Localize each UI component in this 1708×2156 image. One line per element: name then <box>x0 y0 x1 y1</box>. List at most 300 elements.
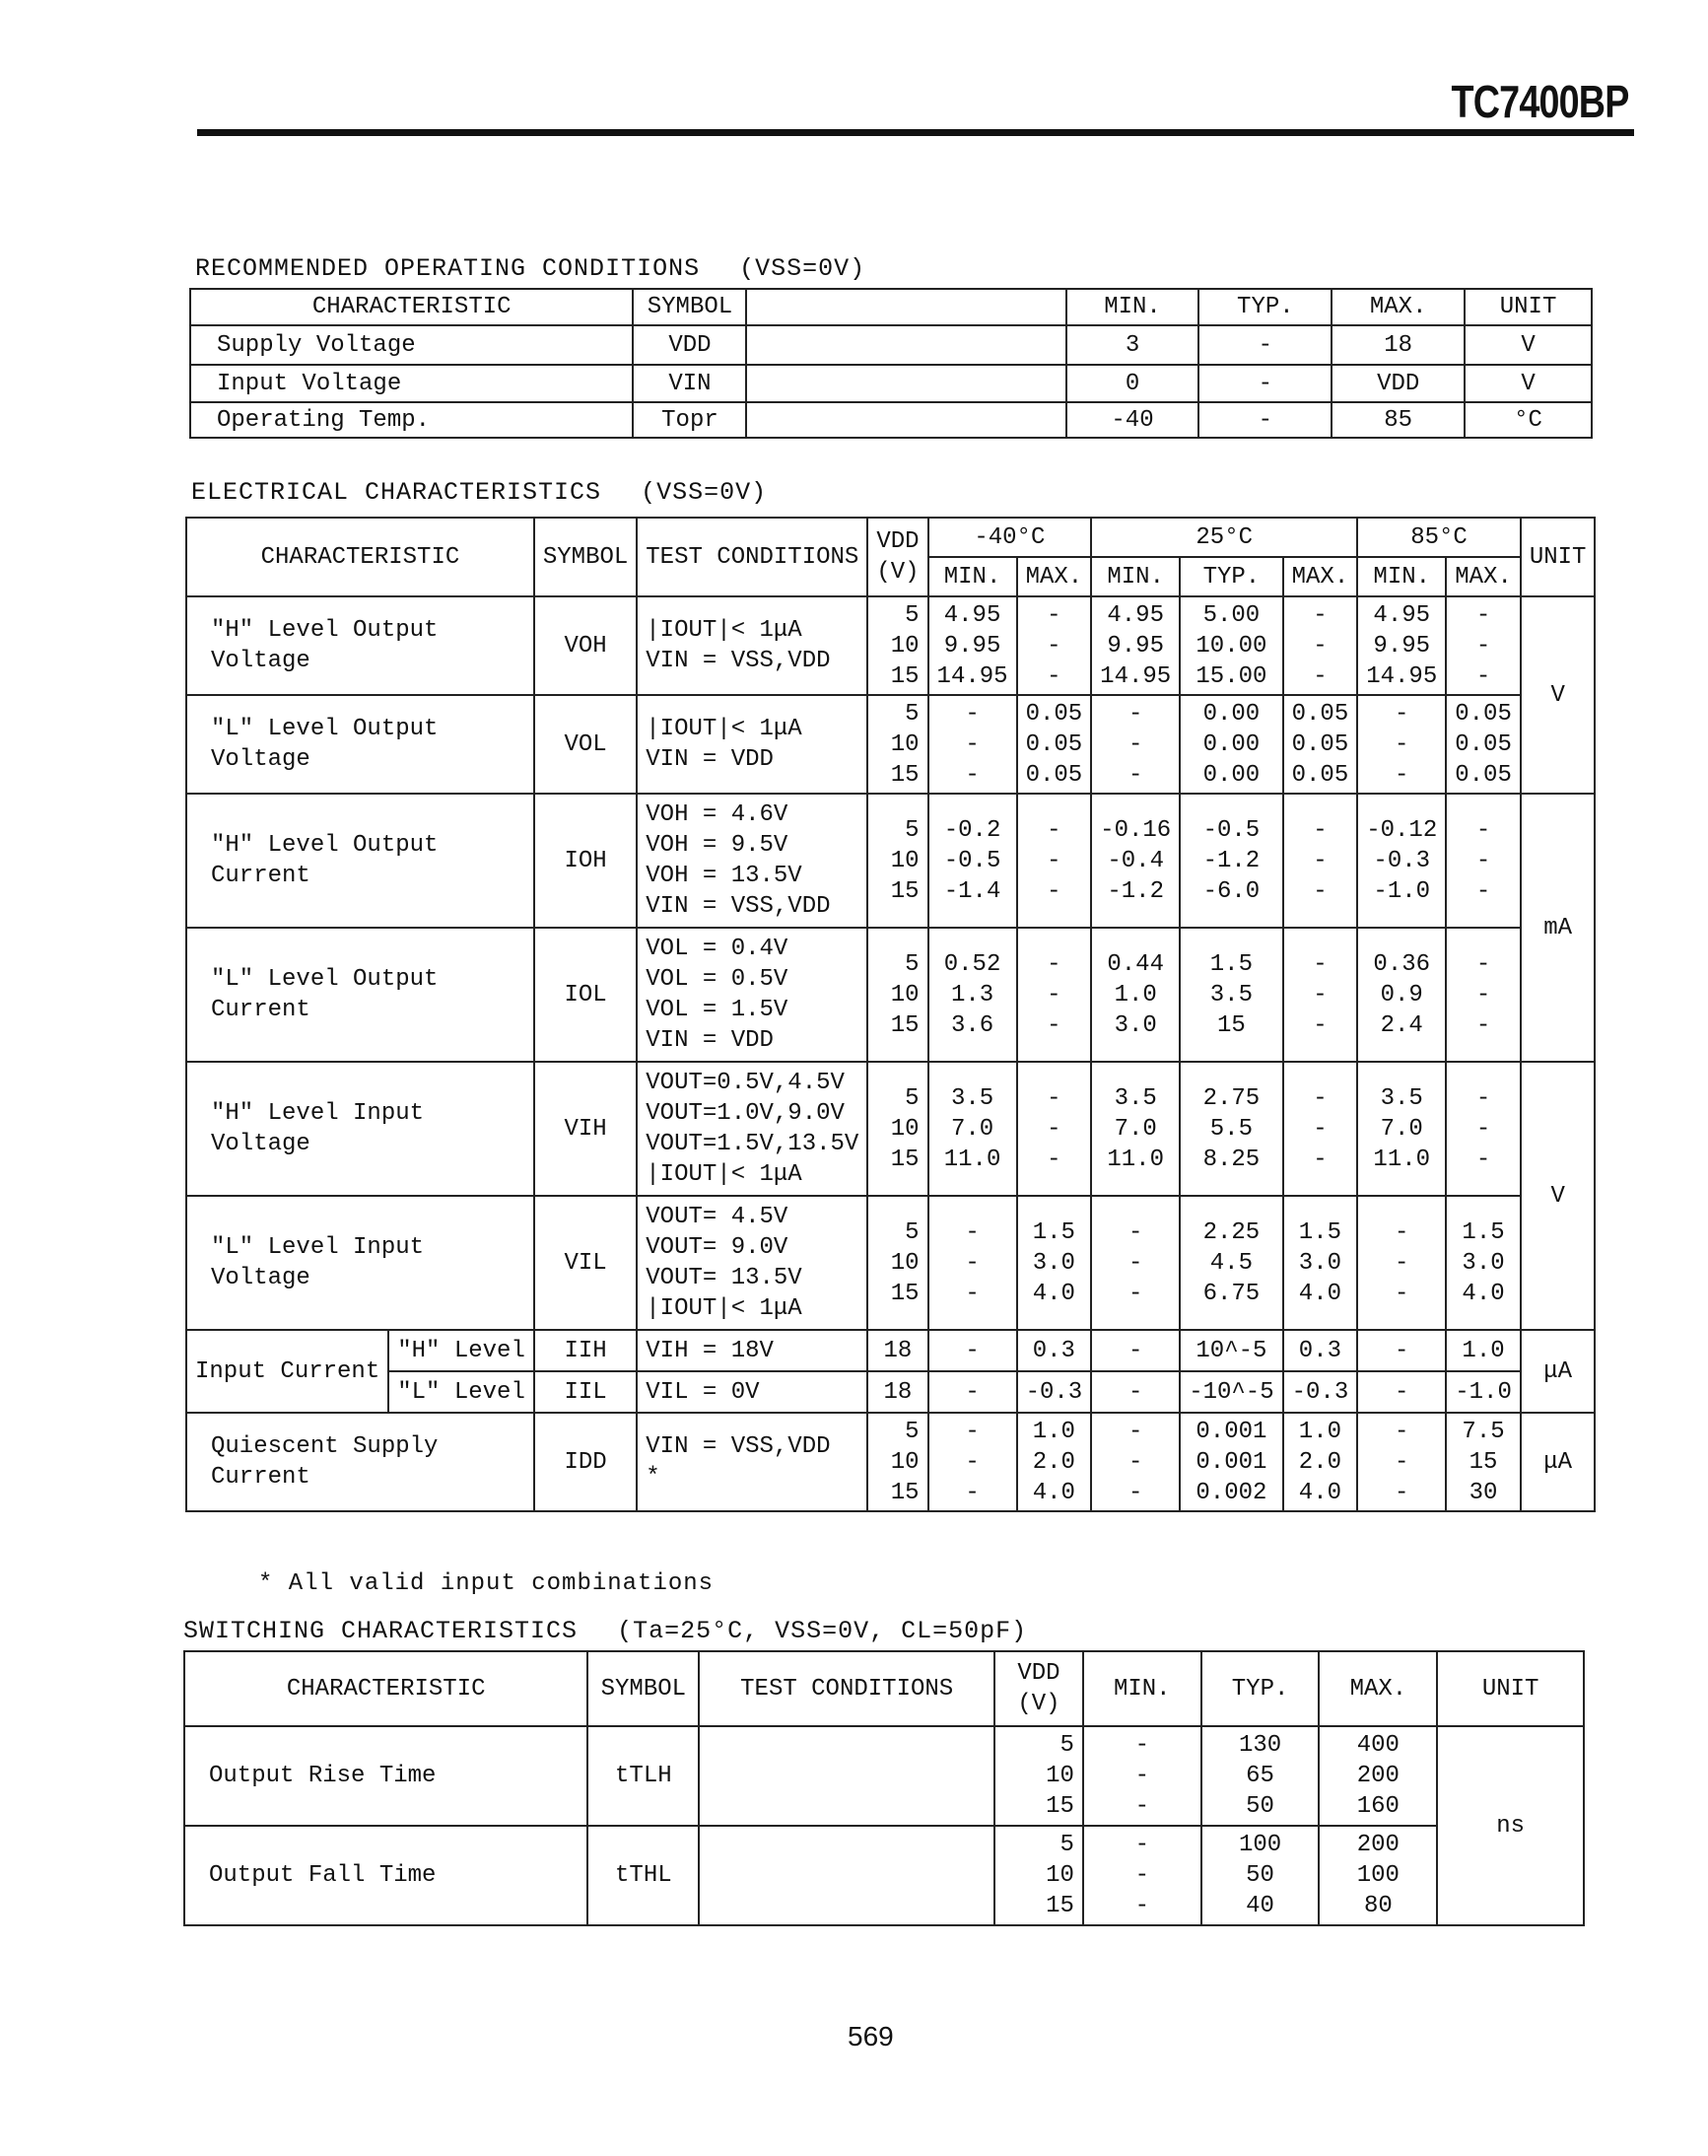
ec-vdd <box>867 1196 927 1330</box>
ec-t85max <box>1446 794 1521 928</box>
ec-m40max: 0.3 <box>1017 1330 1092 1371</box>
ec-t25min <box>1091 794 1180 928</box>
ec-vdd-value: 15 <box>890 1280 920 1307</box>
recommended-table <box>189 288 1593 439</box>
ec-t25typ-value: 2.75 <box>1202 1084 1261 1112</box>
ec-m40max-value: - <box>1047 632 1061 660</box>
sw-typ <box>1201 1726 1320 1826</box>
sw-vdd <box>994 1726 1083 1826</box>
ec-symbol: VOH <box>534 596 637 695</box>
table-row <box>184 1826 1584 1925</box>
ec-t85min-value: - <box>1395 1249 1409 1277</box>
part-number: TC7400BP <box>1451 76 1629 127</box>
ec-m40max-value: 1.0 <box>1032 1418 1075 1445</box>
sw-max-value: 80 <box>1363 1893 1393 1919</box>
sw-unit: ns <box>1437 1726 1584 1925</box>
ec-t85max-value: 0.05 <box>1455 730 1512 758</box>
ec-t25min <box>1091 596 1180 695</box>
ec-test-condition-value: |IOUT|< 1μA <box>646 1295 802 1322</box>
ec-m40max <box>1017 596 1092 695</box>
ec-vdd-value: 5 <box>905 700 920 728</box>
ec-t85min-value: 7.0 <box>1380 1115 1423 1143</box>
table-row <box>184 1726 1584 1826</box>
ec-vdd-value: 10 <box>890 730 920 758</box>
ec-vdd: 18 <box>867 1330 927 1371</box>
ec-t25max-value: 4.0 <box>1298 1280 1342 1307</box>
sw-typ-value: 130 <box>1238 1732 1282 1759</box>
ec-t25typ-value: 0.00 <box>1202 700 1261 728</box>
table-row <box>186 1330 1595 1371</box>
ec-t25max-value: 1.0 <box>1298 1418 1342 1445</box>
ec-t85max-value: 1.5 <box>1462 1218 1505 1246</box>
rec-symbol: VIN <box>633 365 746 402</box>
ec-t25min <box>1091 695 1180 794</box>
ec-m40min-value: 11.0 <box>943 1146 1001 1173</box>
ec-t25max <box>1283 1413 1358 1511</box>
ec-t85max-value: - <box>1475 816 1491 844</box>
sw-symbol: tTHL <box>587 1826 699 1925</box>
sw-header: TYP. <box>1201 1651 1320 1726</box>
recommended-title-text: RECOMMENDED OPERATING CONDITIONS <box>195 254 701 283</box>
ec-t85max <box>1446 596 1521 695</box>
ec-m40max-value: 3.0 <box>1032 1249 1075 1277</box>
ec-t25min-value: - <box>1127 1418 1143 1445</box>
sw-typ-value: 100 <box>1238 1832 1282 1858</box>
ec-m40min-value: - <box>965 1479 980 1506</box>
rec-typ: - <box>1198 325 1332 365</box>
switching-title-text: SWITCHING CHARACTERISTICS <box>183 1617 579 1645</box>
ec-m40min-value: 3.5 <box>950 1084 994 1112</box>
rec-blank <box>746 402 1065 438</box>
ec-header-typ: TYP. <box>1180 557 1282 596</box>
ec-t85min-value: - <box>1395 761 1409 789</box>
ec-name: "H" Level Input Voltage <box>186 1062 534 1196</box>
sw-max-value: 400 <box>1356 1732 1400 1759</box>
sw-min-value: - <box>1134 1793 1149 1820</box>
ec-t25max-value: 0.05 <box>1291 700 1349 728</box>
sw-vdd-value: 5 <box>1059 1832 1074 1858</box>
sw-vdd-value: 15 <box>1046 1793 1074 1820</box>
sw-typ-value: 40 <box>1246 1893 1274 1919</box>
sw-name: Output Fall Time <box>184 1826 587 1925</box>
ec-test-condition-value: VOL = 1.5V <box>646 997 788 1023</box>
ec-t25min-value: 11.0 <box>1107 1146 1164 1173</box>
ec-vdd-value: 5 <box>905 1084 920 1112</box>
sw-min-value: - <box>1134 1832 1149 1858</box>
ec-t25typ-value: 15.00 <box>1196 662 1267 690</box>
ec-vdd: 18 <box>867 1371 927 1413</box>
ec-t85min-value: - <box>1395 730 1409 758</box>
sw-min <box>1083 1726 1201 1826</box>
electrical-condition: (VSS=0V) <box>641 478 768 507</box>
ec-t25max: 0.3 <box>1283 1330 1358 1371</box>
ec-m40min <box>928 1196 1017 1330</box>
rec-symbol: Topr <box>633 402 746 438</box>
ec-t25max-value: - <box>1313 601 1328 629</box>
ec-header-min: MIN. <box>1091 557 1180 596</box>
ec-test-condition-value: VIN = VDD <box>646 1027 774 1054</box>
ec-t25min-value: - <box>1127 1249 1143 1277</box>
ec-m40max-value: - <box>1047 1011 1061 1039</box>
sw-min-value: - <box>1134 1862 1149 1889</box>
sw-min-value: - <box>1134 1763 1149 1789</box>
recommended-title <box>195 254 865 283</box>
ec-symbol: IOH <box>534 794 637 928</box>
ec-vdd-value: 5 <box>905 1418 920 1445</box>
footnote: * All valid input combinations <box>258 1570 715 1597</box>
vdd-unit: (V) <box>876 559 920 586</box>
table-row <box>190 365 1592 402</box>
ec-t25typ <box>1180 928 1282 1062</box>
ec-m40max-value: - <box>1047 601 1061 629</box>
ec-test-condition-value: |IOUT|< 1μA <box>646 617 802 644</box>
sw-vdd <box>994 1826 1083 1925</box>
ec-m40min: - <box>928 1330 1017 1371</box>
ec-m40max-value: - <box>1047 1115 1061 1143</box>
electrical-table <box>185 517 1596 1512</box>
ec-t85min <box>1357 596 1446 695</box>
ec-t85max-value: 4.0 <box>1462 1280 1505 1307</box>
ec-vdd-value: 15 <box>890 1479 920 1506</box>
ec-test-condition-value: VIN = VSS,VDD <box>646 1433 831 1460</box>
ec-t85min-value: -0.12 <box>1366 816 1438 844</box>
sw-vdd-value: 15 <box>1046 1893 1074 1919</box>
rec-blank <box>746 325 1065 365</box>
ec-t85max: 1.0 <box>1446 1330 1521 1371</box>
ec-symbol: VIL <box>534 1196 637 1330</box>
ec-t25typ-value: -1.2 <box>1202 847 1261 874</box>
ec-header-min: MIN. <box>1357 557 1446 596</box>
ec-t25max-value: - <box>1313 662 1328 690</box>
ec-t25min <box>1091 928 1180 1062</box>
ec-vdd-value: 15 <box>890 761 920 789</box>
ec-vdd-value: 15 <box>890 1011 920 1039</box>
ec-t85min-value: -1.0 <box>1373 877 1431 905</box>
ec-vdd-value: 5 <box>905 601 920 629</box>
ec-m40max-value: - <box>1047 1084 1061 1112</box>
rec-header: MAX. <box>1332 289 1465 325</box>
ec-m40min-value: - <box>965 1418 980 1445</box>
ec-m40max-value: 1.5 <box>1032 1218 1075 1246</box>
ec-cond: VIH = 18V <box>637 1330 867 1371</box>
sw-typ-value: 65 <box>1246 1763 1274 1789</box>
rec-name: Supply Voltage <box>190 325 633 365</box>
ec-t25min-value: - <box>1127 761 1143 789</box>
ec-m40min-value: 3.6 <box>950 1011 994 1039</box>
ec-t85min: - <box>1357 1371 1446 1413</box>
ec-test-condition-value: VOL = 0.4V <box>646 936 788 962</box>
ec-m40min <box>928 1062 1017 1196</box>
ec-t85min-value: 11.0 <box>1373 1146 1431 1173</box>
ec-name: Input Current <box>186 1330 388 1413</box>
ec-header-symbol: SYMBOL <box>534 518 637 596</box>
ec-t25max <box>1283 1062 1358 1196</box>
ec-t25typ-value: 8.25 <box>1202 1146 1261 1173</box>
ec-t25min-value: 4.95 <box>1107 601 1164 629</box>
ec-vdd-value: 10 <box>890 1115 920 1143</box>
table-row <box>190 325 1592 365</box>
ec-name: "L" Level Input Voltage <box>186 1196 534 1330</box>
ec-vdd <box>867 695 927 794</box>
ec-t25max-value: - <box>1313 1084 1328 1112</box>
ec-vdd-value: 10 <box>890 632 920 660</box>
ec-t25typ-value: -0.5 <box>1202 816 1261 844</box>
ec-t25typ-value: 5.5 <box>1209 1115 1253 1143</box>
ec-unit: V <box>1521 596 1596 794</box>
rec-max: VDD <box>1332 365 1465 402</box>
sw-vdd-value: 10 <box>1046 1763 1074 1789</box>
ec-m40min-value: 4.95 <box>943 601 1001 629</box>
ec-t25min-value: -0.16 <box>1100 816 1172 844</box>
page-number: 569 <box>848 2021 894 2052</box>
ec-t85max-value: 0.05 <box>1455 761 1512 789</box>
ec-t25typ-value: 4.5 <box>1209 1249 1253 1277</box>
ec-unit: mA <box>1521 794 1596 1062</box>
ec-m40max-value: - <box>1047 1146 1061 1173</box>
ec-t25min-value: 9.95 <box>1107 632 1164 660</box>
ec-test-condition <box>637 1196 867 1330</box>
ec-symbol: IIL <box>534 1371 637 1413</box>
ec-vdd <box>867 928 927 1062</box>
ec-t25typ-value: 0.002 <box>1196 1479 1267 1506</box>
sw-max-value: 200 <box>1356 1832 1400 1858</box>
rec-max: 85 <box>1332 402 1465 438</box>
ec-t25max <box>1283 794 1358 928</box>
ec-t25typ: -10^-5 <box>1180 1371 1282 1413</box>
ec-test-condition-value: VIN = VSS,VDD <box>646 893 831 920</box>
ec-t85min <box>1357 695 1446 794</box>
ec-vdd-value: 15 <box>890 877 920 905</box>
switching-title <box>183 1617 1027 1645</box>
ec-t85min <box>1357 928 1446 1062</box>
ec-test-condition-value: VOH = 13.5V <box>646 863 802 889</box>
ec-vdd-value: 15 <box>890 662 920 690</box>
sw-max-value: 160 <box>1356 1793 1400 1820</box>
rec-unit: V <box>1465 365 1592 402</box>
ec-t25max <box>1283 596 1358 695</box>
rec-header <box>746 289 1065 325</box>
recommended-condition: (VSS=0V) <box>739 254 866 283</box>
switching-condition: (Ta=25°C, VSS=0V, CL=50pF) <box>617 1617 1028 1645</box>
ec-t85min-value: 9.95 <box>1373 632 1431 660</box>
ec-m40min-value: 7.0 <box>950 1115 994 1143</box>
rec-min: -40 <box>1066 402 1199 438</box>
ec-vdd-value: 5 <box>905 950 920 978</box>
ec-t85max-value: - <box>1475 1084 1491 1112</box>
ec-m40max-value: 0.05 <box>1025 730 1083 758</box>
sw-test-condition <box>699 1726 994 1826</box>
ec-cond: VIL = 0V <box>637 1371 867 1413</box>
ec-t25typ-value: -6.0 <box>1202 877 1261 905</box>
ec-t85max-value: - <box>1475 847 1491 874</box>
electrical-title <box>191 478 767 507</box>
ec-m40min-value: 9.95 <box>943 632 1001 660</box>
ec-t25min-value: - <box>1127 700 1143 728</box>
rec-name: Input Voltage <box>190 365 633 402</box>
ec-t25max-value: 0.05 <box>1291 761 1349 789</box>
ec-t25typ-value: 0.001 <box>1196 1418 1267 1445</box>
ec-test-condition-value: VOUT=0.5V,4.5V <box>646 1070 845 1096</box>
ec-test-condition-value: VOL = 0.5V <box>646 966 788 993</box>
ec-t85min-value: 0.9 <box>1380 981 1423 1008</box>
ec-t25max-value: - <box>1313 1146 1328 1173</box>
ec-m40min <box>928 695 1017 794</box>
ec-header-temp-85: 85°C <box>1357 518 1521 557</box>
ec-m40min-value: - <box>965 1249 980 1277</box>
ec-test-condition-value: VIN = VSS,VDD <box>646 648 831 674</box>
ec-t85min-value: - <box>1395 1218 1409 1246</box>
ec-t85max-value: 0.05 <box>1455 700 1512 728</box>
ec-test-condition-value: VOH = 4.6V <box>646 801 788 828</box>
ec-t25max-value: - <box>1313 632 1328 660</box>
ec-m40max-value: 0.05 <box>1025 700 1083 728</box>
ec-t25typ <box>1180 1196 1282 1330</box>
ec-t25min-value: - <box>1127 1479 1143 1506</box>
ec-m40min-value: - <box>965 700 980 728</box>
ec-t85max <box>1446 1196 1521 1330</box>
ec-test-condition-value: VOUT=1.0V,9.0V <box>646 1100 845 1127</box>
ec-t85min-value: -0.3 <box>1373 847 1431 874</box>
ec-t25typ <box>1180 794 1282 928</box>
ec-t85max <box>1446 695 1521 794</box>
ec-header-temp-25: 25°C <box>1091 518 1357 557</box>
ec-vdd <box>867 1413 927 1511</box>
ec-t25min-value: - <box>1127 730 1143 758</box>
sw-typ <box>1201 1826 1320 1925</box>
ec-t25typ-value: 5.00 <box>1202 601 1261 629</box>
ec-t25max-value: 2.0 <box>1298 1448 1342 1476</box>
sw-min-value: - <box>1134 1893 1149 1919</box>
rec-header: TYP. <box>1198 289 1332 325</box>
rec-header: SYMBOL <box>633 289 746 325</box>
ec-test-condition <box>637 1413 867 1511</box>
ec-t25min-value: 1.0 <box>1114 981 1157 1008</box>
header-rule <box>197 129 1634 136</box>
ec-t25min-value: - <box>1127 1218 1143 1246</box>
ec-header-min: MIN. <box>928 557 1017 596</box>
sw-typ-value: 50 <box>1246 1862 1274 1889</box>
ec-m40max-value: 4.0 <box>1032 1280 1075 1307</box>
ec-symbol: IDD <box>534 1413 637 1511</box>
ec-vdd-value: 15 <box>890 1146 920 1173</box>
ec-test-condition-value: VOH = 9.5V <box>646 832 788 859</box>
ec-t85min-value: 2.4 <box>1380 1011 1423 1039</box>
ec-t85min-value: - <box>1395 1448 1409 1476</box>
vdd-label: VDD <box>876 528 920 555</box>
table-row <box>186 1371 1595 1413</box>
rec-unit: °C <box>1465 402 1592 438</box>
sw-max <box>1319 1826 1437 1925</box>
ec-test-condition-value: VOUT=1.5V,13.5V <box>646 1131 859 1157</box>
ec-m40min-value: -0.5 <box>943 847 1001 874</box>
sw-header-vdd <box>994 1651 1083 1726</box>
ec-m40min-value: - <box>965 1448 980 1476</box>
ec-t25typ-value: 0.00 <box>1202 730 1261 758</box>
ec-t85max-value: 7.5 <box>1462 1418 1505 1445</box>
sw-symbol: tTLH <box>587 1726 699 1826</box>
ec-t85min-value: 14.95 <box>1366 662 1438 690</box>
ec-unit: μA <box>1521 1413 1596 1511</box>
ec-m40max-value: - <box>1047 847 1061 874</box>
sw-vdd-value: 10 <box>1046 1862 1074 1889</box>
ec-t85min-value: - <box>1395 1479 1409 1506</box>
ec-t85min <box>1357 1413 1446 1511</box>
sw-header: CHARACTERISTIC <box>184 1651 587 1726</box>
ec-m40min <box>928 794 1017 928</box>
sw-max-value: 200 <box>1356 1763 1400 1789</box>
electrical-title-text: ELECTRICAL CHARACTERISTICS <box>191 478 602 507</box>
ec-t25max <box>1283 695 1358 794</box>
ec-vdd-value: 10 <box>890 847 920 874</box>
ec-t25typ-value: 6.75 <box>1202 1280 1261 1307</box>
ec-t25max-value: - <box>1313 877 1328 905</box>
ec-t25typ-value: 3.5 <box>1209 981 1253 1008</box>
ec-m40max <box>1017 928 1092 1062</box>
ec-header-max: MAX. <box>1446 557 1521 596</box>
ec-t25typ-value: 0.001 <box>1196 1448 1267 1476</box>
ec-t25typ-value: 15 <box>1216 1011 1246 1039</box>
ec-t85min-value: 0.36 <box>1373 950 1431 978</box>
ec-t85min <box>1357 1062 1446 1196</box>
ec-test-condition <box>637 695 867 794</box>
table-row <box>186 596 1595 695</box>
ec-t25min-value: 14.95 <box>1100 662 1172 690</box>
ec-t25typ-value: 10.00 <box>1196 632 1267 660</box>
ec-header-characteristic: CHARACTERISTIC <box>186 518 534 596</box>
ec-t25min: - <box>1091 1330 1180 1371</box>
ec-symbol: IIH <box>534 1330 637 1371</box>
ec-t25min-value: - <box>1127 1448 1143 1476</box>
ec-header-max: MAX. <box>1017 557 1092 596</box>
ec-t25min-value: 3.5 <box>1114 1084 1157 1112</box>
ec-m40min <box>928 928 1017 1062</box>
ec-vdd-value: 10 <box>890 1448 920 1476</box>
sw-name: Output Rise Time <box>184 1726 587 1826</box>
ec-test-condition-value: |IOUT|< 1μA <box>646 716 802 742</box>
ec-header-max: MAX. <box>1283 557 1358 596</box>
ec-test-condition <box>637 596 867 695</box>
ec-t85max-value: - <box>1475 632 1491 660</box>
vdd-unit: (V) <box>1017 1691 1060 1717</box>
ec-t85min-value: - <box>1395 1280 1409 1307</box>
ec-t25min-value: 3.0 <box>1114 1011 1157 1039</box>
ec-t25max-value: - <box>1313 816 1328 844</box>
ec-header-vdd <box>867 518 927 596</box>
rec-header: UNIT <box>1465 289 1592 325</box>
ec-m40max-value: - <box>1047 981 1061 1008</box>
ec-t25max <box>1283 1196 1358 1330</box>
ec-t25typ <box>1180 695 1282 794</box>
ec-test-condition <box>637 1062 867 1196</box>
ec-vdd <box>867 794 927 928</box>
ec-name: "H" Level Output Current <box>186 794 534 928</box>
ec-t25min-value: -0.4 <box>1107 847 1164 874</box>
rec-symbol: VDD <box>633 325 746 365</box>
ec-m40max: -0.3 <box>1017 1371 1092 1413</box>
ec-t25typ <box>1180 596 1282 695</box>
ec-test-condition-value: * <box>646 1464 660 1491</box>
ec-header-unit: UNIT <box>1521 518 1596 596</box>
sw-header: TEST CONDITIONS <box>699 1651 994 1726</box>
ec-test-condition <box>637 794 867 928</box>
ec-m40max <box>1017 695 1092 794</box>
ec-vdd-value: 5 <box>905 1218 920 1246</box>
ec-t25min: - <box>1091 1371 1180 1413</box>
ec-t85max-value: 30 <box>1469 1479 1498 1506</box>
ec-t85max <box>1446 1413 1521 1511</box>
ec-t85min <box>1357 1196 1446 1330</box>
rec-typ: - <box>1198 402 1332 438</box>
